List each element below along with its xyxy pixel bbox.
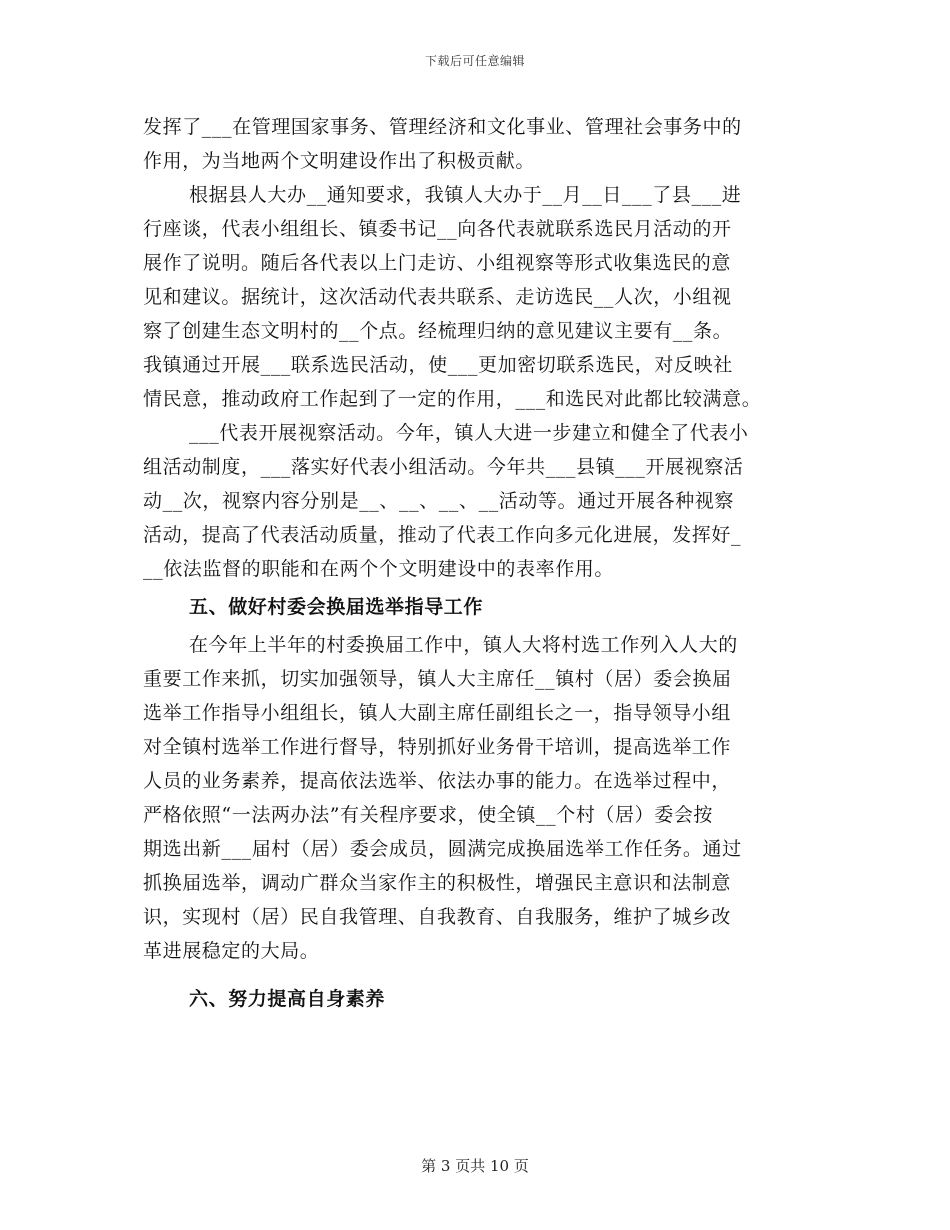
text-line: 行座谈，代表小组组长、镇委书记__向各代表就联系选民月活动的开: [143, 218, 732, 240]
paragraph-voter-contact: [143, 178, 818, 416]
section-heading-5: 五、做好村委会换届选举指导工作: [189, 596, 484, 618]
text-line: 根据县人大办__通知要求，我镇人大办于__月__日___了县___进: [189, 184, 742, 206]
text-line: 作用，为当地两个文明建设作出了积极贡献。: [143, 150, 536, 172]
paragraph-continuation: [143, 110, 818, 178]
text-line: 严格依照“一法两办法”有关程序要求，使全镇__个村（居）委会按: [143, 804, 714, 826]
text-line: 见和建议。据统计，这次活动代表共联系、走访选民__人次，小组视: [143, 286, 732, 308]
text-line: 组活动制度，___落实好代表小组活动。今年共___县镇___开展视察活: [143, 456, 744, 478]
text-line: 重要工作来抓，切实加强领导，镇人大主席任__镇村（居）委会换届: [143, 668, 732, 690]
text-line: 革进展稳定的大局。: [143, 940, 320, 962]
text-line: 抓换届选举，调动广群众当家作主的积极性，增强民主意识和法制意: [143, 872, 732, 894]
text-line: 人员的业务素养，提高依法选举、依法办事的能力。在选举过程中，: [143, 770, 732, 792]
text-line: 活动，提高了代表活动质量，推动了代表工作向多元化进展，发挥好_: [143, 524, 742, 546]
text-line: 期选出新___届村（居）委会成员，圆满完成换届选举工作任务。通过: [143, 838, 742, 860]
text-line: 发挥了___在管理国家事务、管理经济和文化事业、管理社会事务中的: [143, 116, 742, 138]
section-5-body: [143, 628, 818, 968]
text-line: ___代表开展视察活动。今年，镇人大进一步建立和健全了代表小: [189, 422, 749, 444]
text-line: 动__次，视察内容分别是__、__、__、__活动等。通过开展各种视察: [143, 490, 735, 512]
page-footer: 第 3 页共 10 页: [421, 1157, 529, 1175]
section-heading-6: 六、努力提高自身素养: [189, 988, 386, 1010]
paragraph-inspection: [143, 416, 818, 586]
text-line: 选举工作指导小组组长，镇人大副主席任副组长之一，指导领导小组: [143, 702, 732, 724]
text-line: 对全镇村选举工作进行督导，特别抓好业务骨干培训，提高选举工作: [143, 736, 732, 758]
text-line: 我镇通过开展___联系选民活动，使___更加密切联系选民，对反映社: [143, 354, 733, 376]
document-body: [143, 110, 818, 1020]
text-line: 识，实现村（居）民自我管理、自我教育、自我服务，维护了城乡改: [143, 906, 732, 928]
text-line: 在今年上半年的村委换届工作中，镇人大将村选工作列入人大的: [189, 634, 738, 656]
text-line: 情民意，推动政府工作起到了一定的作用，___和选民对此都比较满意。: [143, 388, 762, 410]
text-line: __依法监督的职能和在两个个文明建设中的表率作用。: [143, 558, 615, 580]
text-line: 展作了说明。随后各代表以上门走访、小组视察等形式收集选民的意: [143, 252, 732, 274]
page-header: 下载后可任意编辑: [424, 54, 525, 68]
text-line: 察了创建生态文明村的__个点。经梳理归纳的意见建议主要有__条。: [143, 320, 733, 342]
